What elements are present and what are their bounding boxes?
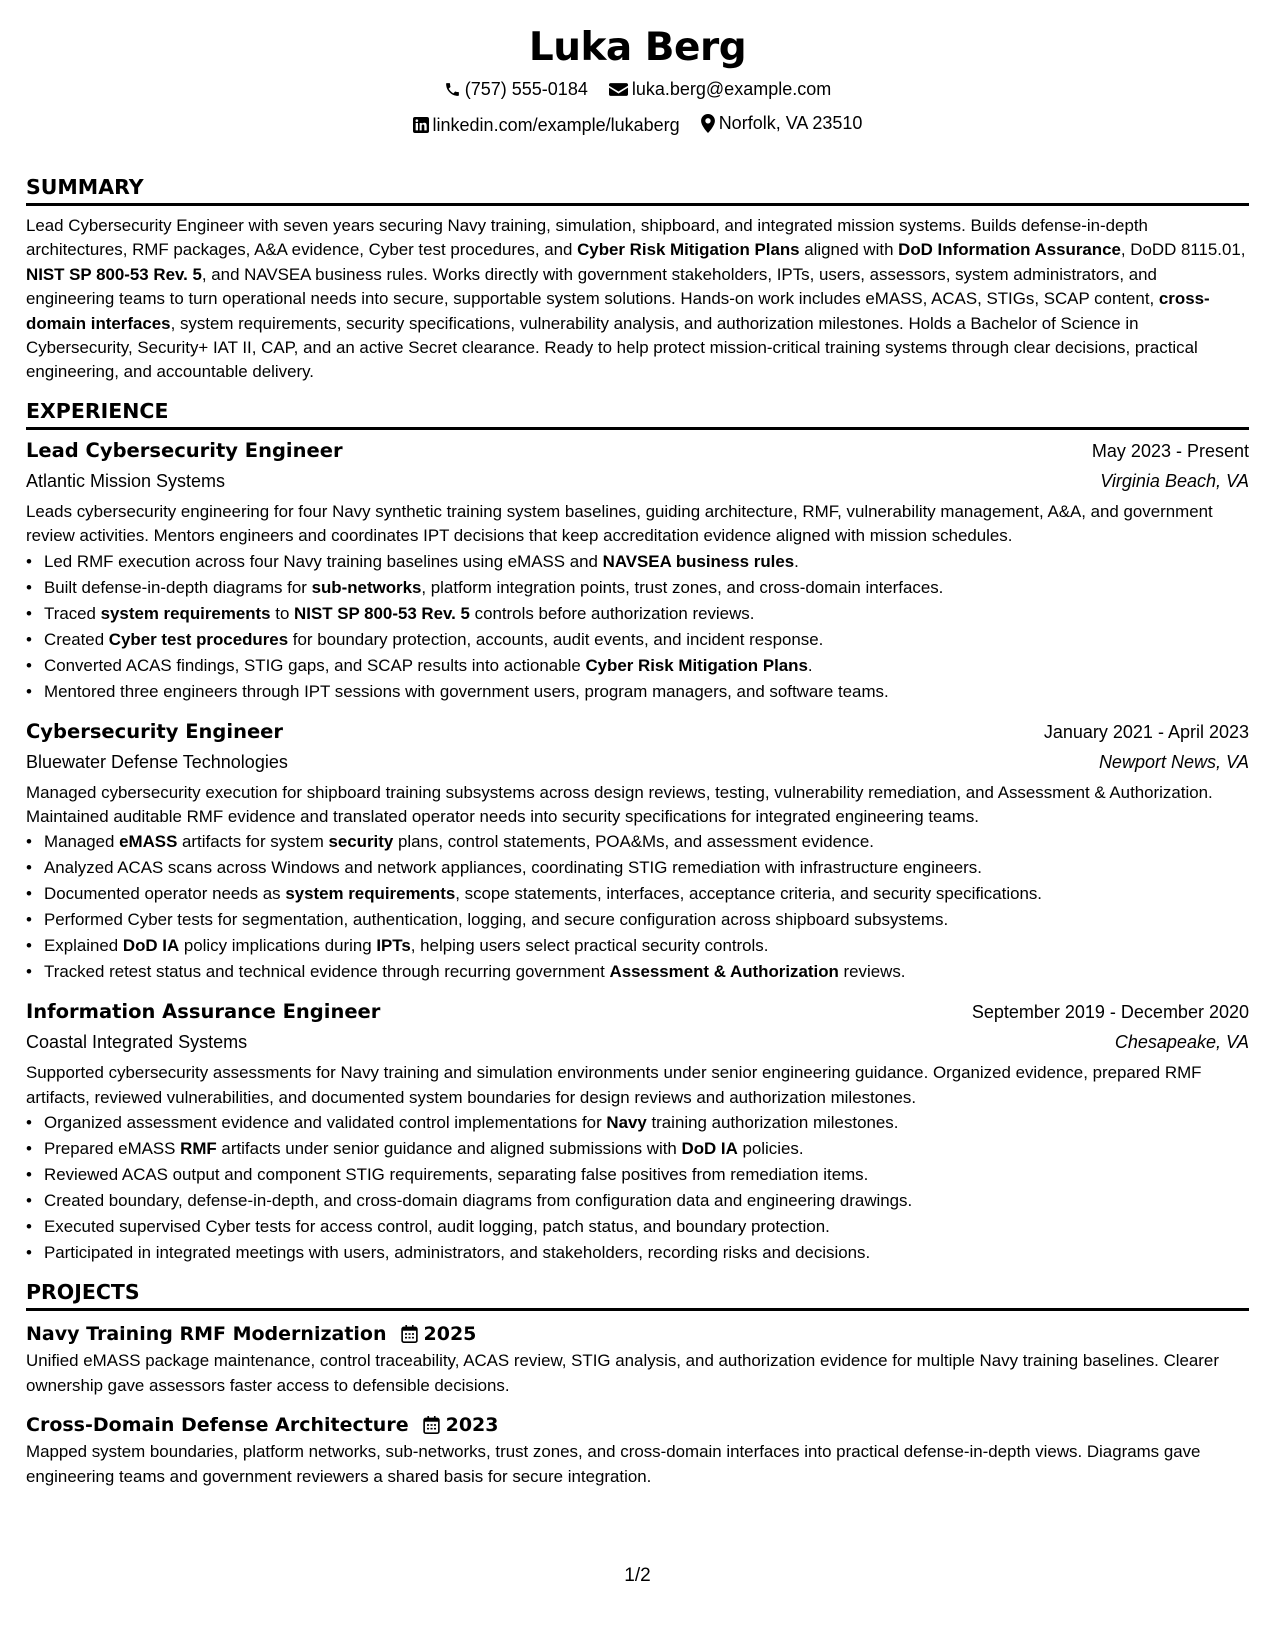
company-name: Bluewater Defense Technologies	[26, 751, 288, 772]
contact-phone	[444, 74, 588, 105]
bullet-item: • Mentored three engineers through IPT sessions with government users, program managers, and software teams.	[44, 679, 1249, 705]
projects-heading: PROJECTS	[26, 1278, 1249, 1311]
job-title: Cybersecurity Engineer	[26, 719, 284, 743]
job-dates: September 2019 - December 2020	[971, 1002, 1249, 1023]
location-text: Norfolk, VA 23510	[718, 113, 863, 133]
job-header	[26, 436, 1249, 466]
job-subheader	[26, 466, 1249, 496]
project-description: Mapped system boundaries, platform networks, sub-networks, trust zones, and cross-domain interfaces into practical defense-in-depth views. Diagrams gave engineering teams and government reviewers a shared basis for secure integration.	[26, 1442, 1201, 1486]
job-entry	[26, 436, 1249, 705]
emphasis-text: system requirements	[100, 603, 271, 623]
job-title: Information Assurance Engineer	[26, 1000, 381, 1024]
project-year: 2025	[423, 1323, 477, 1346]
job-description: Supported cybersecurity assessments for Navy training and simulation environments under senior engineering guidance. Organized evidence, prepared RMF artifacts, reviewed vulnerabilities, and documented system boundaries for design reviews and authorization milestones.	[26, 1063, 1202, 1107]
bullet-item: • Explained DoD IA policy implications during IPTs, helping users select practical security controls.	[44, 933, 1249, 959]
emphasis-text: sub-networks	[311, 577, 422, 597]
project-header	[26, 1410, 1249, 1440]
email-link[interactable]: luka.berg@example.com	[631, 79, 832, 99]
envelope-icon	[609, 81, 628, 98]
emphasis-text: IPTs	[376, 936, 411, 956]
job-bullets	[26, 549, 1249, 705]
project-entry	[26, 1410, 1249, 1489]
job-dates: May 2023 - Present	[1091, 440, 1249, 461]
calendar-icon	[401, 1325, 418, 1343]
candidate-name: Luka Berg	[528, 25, 747, 70]
job-location: Newport News, VA	[1098, 751, 1249, 772]
bullet-item: • Created boundary, defense-in-depth, and cross-domain diagrams from configuration data and engineering drawings.	[44, 1188, 1249, 1214]
experience-heading: EXPERIENCE	[26, 397, 1249, 430]
bullet-item: • Documented operator needs as system requirements, scope statements, interfaces, acceptance criteria, and security specifications.	[44, 881, 1249, 907]
emphasis-text: system requirements	[285, 884, 456, 904]
bullet-item: • Participated in integrated meetings with users, administrators, and stakeholders, recording risks and decisions.	[44, 1240, 1249, 1266]
job-entry	[26, 717, 1249, 986]
emphasis-text: eMASS	[119, 832, 178, 852]
resume-header	[26, 0, 1249, 143]
bullet-item: • Performed Cyber tests for segmentation, authentication, logging, and secure configuration across shipboard subsystems.	[44, 907, 1249, 933]
emphasis-text: Cyber Risk Mitigation Plans	[577, 240, 800, 260]
phone-icon	[444, 81, 461, 98]
project-description: Unified eMASS package maintenance, control traceability, ACAS review, STIG analysis, and authorization evidence for multiple Navy training baselines. Clearer ownership gave assessors faster access to defensible decisions.	[26, 1351, 1219, 1395]
projects-section	[26, 1278, 1249, 1489]
emphasis-text: NIST SP 800-53 Rev. 5	[294, 603, 470, 623]
summary-text: Lead Cybersecurity Engineer with seven years securing Navy training, simulation, shipboard, and integrated mission systems. Builds defense-in-depth architectures, RMF packages, A&A evidence, Cyber test procedures, and Cyber Risk Mitigation Plans aligned with DoD Information Assurance, DoDD 8115.01, NIST SP 800-53 Rev. 5, and NAVSEA business rules. Works directly with government stakeholders, IPTs, users, assessors, system administrators, and engineering teams to turn operational needs into secure, supportable system solutions. Hands-on work includes eMASS, ACAS, STIGs, SCAP content, cross-domain interfaces, system requirements, security specifications, vulnerability analysis, and authorization milestones. Holds a Bachelor of Science in Cybersecurity, Security+ IAT II, CAP, and an active Secret clearance. Ready to help protect mission-critical training systems through clear decisions, practical engineering, and accountable delivery.	[26, 216, 1246, 382]
emphasis-text: RMF	[180, 1139, 217, 1159]
bullet-item: • Created Cyber test procedures for boundary protection, accounts, audit events, and incident response.	[44, 627, 1249, 653]
job-header	[26, 997, 1249, 1027]
emphasis-text: NIST SP 800-53 Rev. 5	[26, 264, 202, 284]
bullet-item: • Led RMF execution across four Navy training baselines using eMASS and NAVSEA business rules.	[44, 549, 1249, 575]
bullet-item: • Traced system requirements to NIST SP 800-53 Rev. 5 controls before authorization reviews.	[44, 601, 1249, 627]
contact-email[interactable]	[609, 74, 831, 105]
job-dates: January 2021 - April 2023	[1043, 721, 1249, 742]
phone-text: (757) 555-0184	[464, 79, 588, 99]
calendar-icon	[423, 1416, 440, 1434]
emphasis-text: DoD Information Assurance	[898, 240, 1121, 260]
emphasis-text: Navy	[606, 1113, 647, 1133]
bullet-item: • Prepared eMASS RMF artifacts under senior guidance and aligned submissions with DoD IA policies.	[44, 1136, 1249, 1162]
emphasis-text: Assessment & Authorization	[609, 962, 839, 982]
contact-line-1	[26, 74, 1249, 108]
experience-section	[26, 397, 1249, 1266]
project-year: 2023	[445, 1414, 499, 1437]
emphasis-text: security	[328, 832, 394, 852]
contact-line-2	[26, 108, 1249, 143]
job-description: Managed cybersecurity execution for shipboard training subsystems across design reviews, testing, vulnerability remediation, and Assessment & Authorization. Maintained auditable RMF evidence and translated operator needs into security specifications for integrated engineering teams.	[26, 782, 1213, 827]
linkedin-link[interactable]: linkedin.com/example/lukaberg	[432, 114, 680, 135]
emphasis-text: Cyber test procedures	[108, 629, 289, 649]
project-name: Navy Training RMF Modernization	[26, 1323, 387, 1346]
map-pin-icon	[701, 114, 715, 133]
job-description: Leads cybersecurity engineering for four Navy synthetic training system baselines, guiding architecture, RMF, vulnerability management, A&A, and government review activities. Mentors engineers and coordinates IPT decisions that keep accreditation evidence aligned with mission schedules.	[26, 501, 1213, 546]
company-name: Coastal Integrated Systems	[26, 1032, 248, 1053]
contact-linkedin[interactable]	[413, 110, 680, 141]
emphasis-text: Cyber Risk Mitigation Plans	[585, 655, 808, 675]
emphasis-text: DoD IA	[681, 1139, 738, 1159]
job-header	[26, 717, 1249, 747]
page-number: 1/2	[624, 1565, 651, 1586]
emphasis-text: cross-domain interfaces	[26, 289, 1210, 333]
emphasis-text: NAVSEA business rules	[602, 551, 795, 571]
bullet-item: • Built defense-in-depth diagrams for sub-networks, platform integration points, trust zones, and cross-domain interfaces.	[44, 575, 1249, 601]
project-name: Cross-Domain Defense Architecture	[26, 1414, 409, 1437]
bullet-item: • Managed eMASS artifacts for system security plans, control statements, POA&Ms, and assessment evidence.	[44, 829, 1249, 855]
bullet-item: • Organized assessment evidence and validated control implementations for Navy training authorization milestones.	[44, 1110, 1249, 1136]
job-subheader	[26, 1027, 1249, 1057]
contact-location	[701, 108, 863, 139]
company-name: Atlantic Mission Systems	[26, 470, 226, 491]
job-title: Lead Cybersecurity Engineer	[26, 438, 343, 462]
bullet-item: • Tracked retest status and technical evidence through recurring government Assessment & Authorization reviews.	[44, 959, 1249, 985]
project-header	[26, 1319, 1249, 1349]
job-subheader	[26, 747, 1249, 777]
job-bullets	[26, 1110, 1249, 1266]
project-entry	[26, 1319, 1249, 1398]
summary-heading: SUMMARY	[26, 173, 1249, 206]
summary-section	[26, 173, 1249, 385]
bullet-item: • Converted ACAS findings, STIG gaps, and SCAP results into actionable Cyber Risk Mitigation Plans.	[44, 653, 1249, 679]
job-location: Virginia Beach, VA	[1100, 470, 1249, 491]
bullet-item: • Reviewed ACAS output and component STIG requirements, separating false positives from remediation items.	[44, 1162, 1249, 1188]
job-location: Chesapeake, VA	[1114, 1032, 1249, 1053]
linkedin-icon	[413, 117, 429, 133]
job-entry	[26, 997, 1249, 1266]
bullet-item: • Executed supervised Cyber tests for access control, audit logging, patch status, and boundary protection.	[44, 1214, 1249, 1240]
job-bullets	[26, 829, 1249, 985]
emphasis-text: DoD IA	[122, 936, 180, 956]
bullet-item: • Analyzed ACAS scans across Windows and network appliances, coordinating STIG remediation with infrastructure engineers.	[44, 855, 1249, 881]
